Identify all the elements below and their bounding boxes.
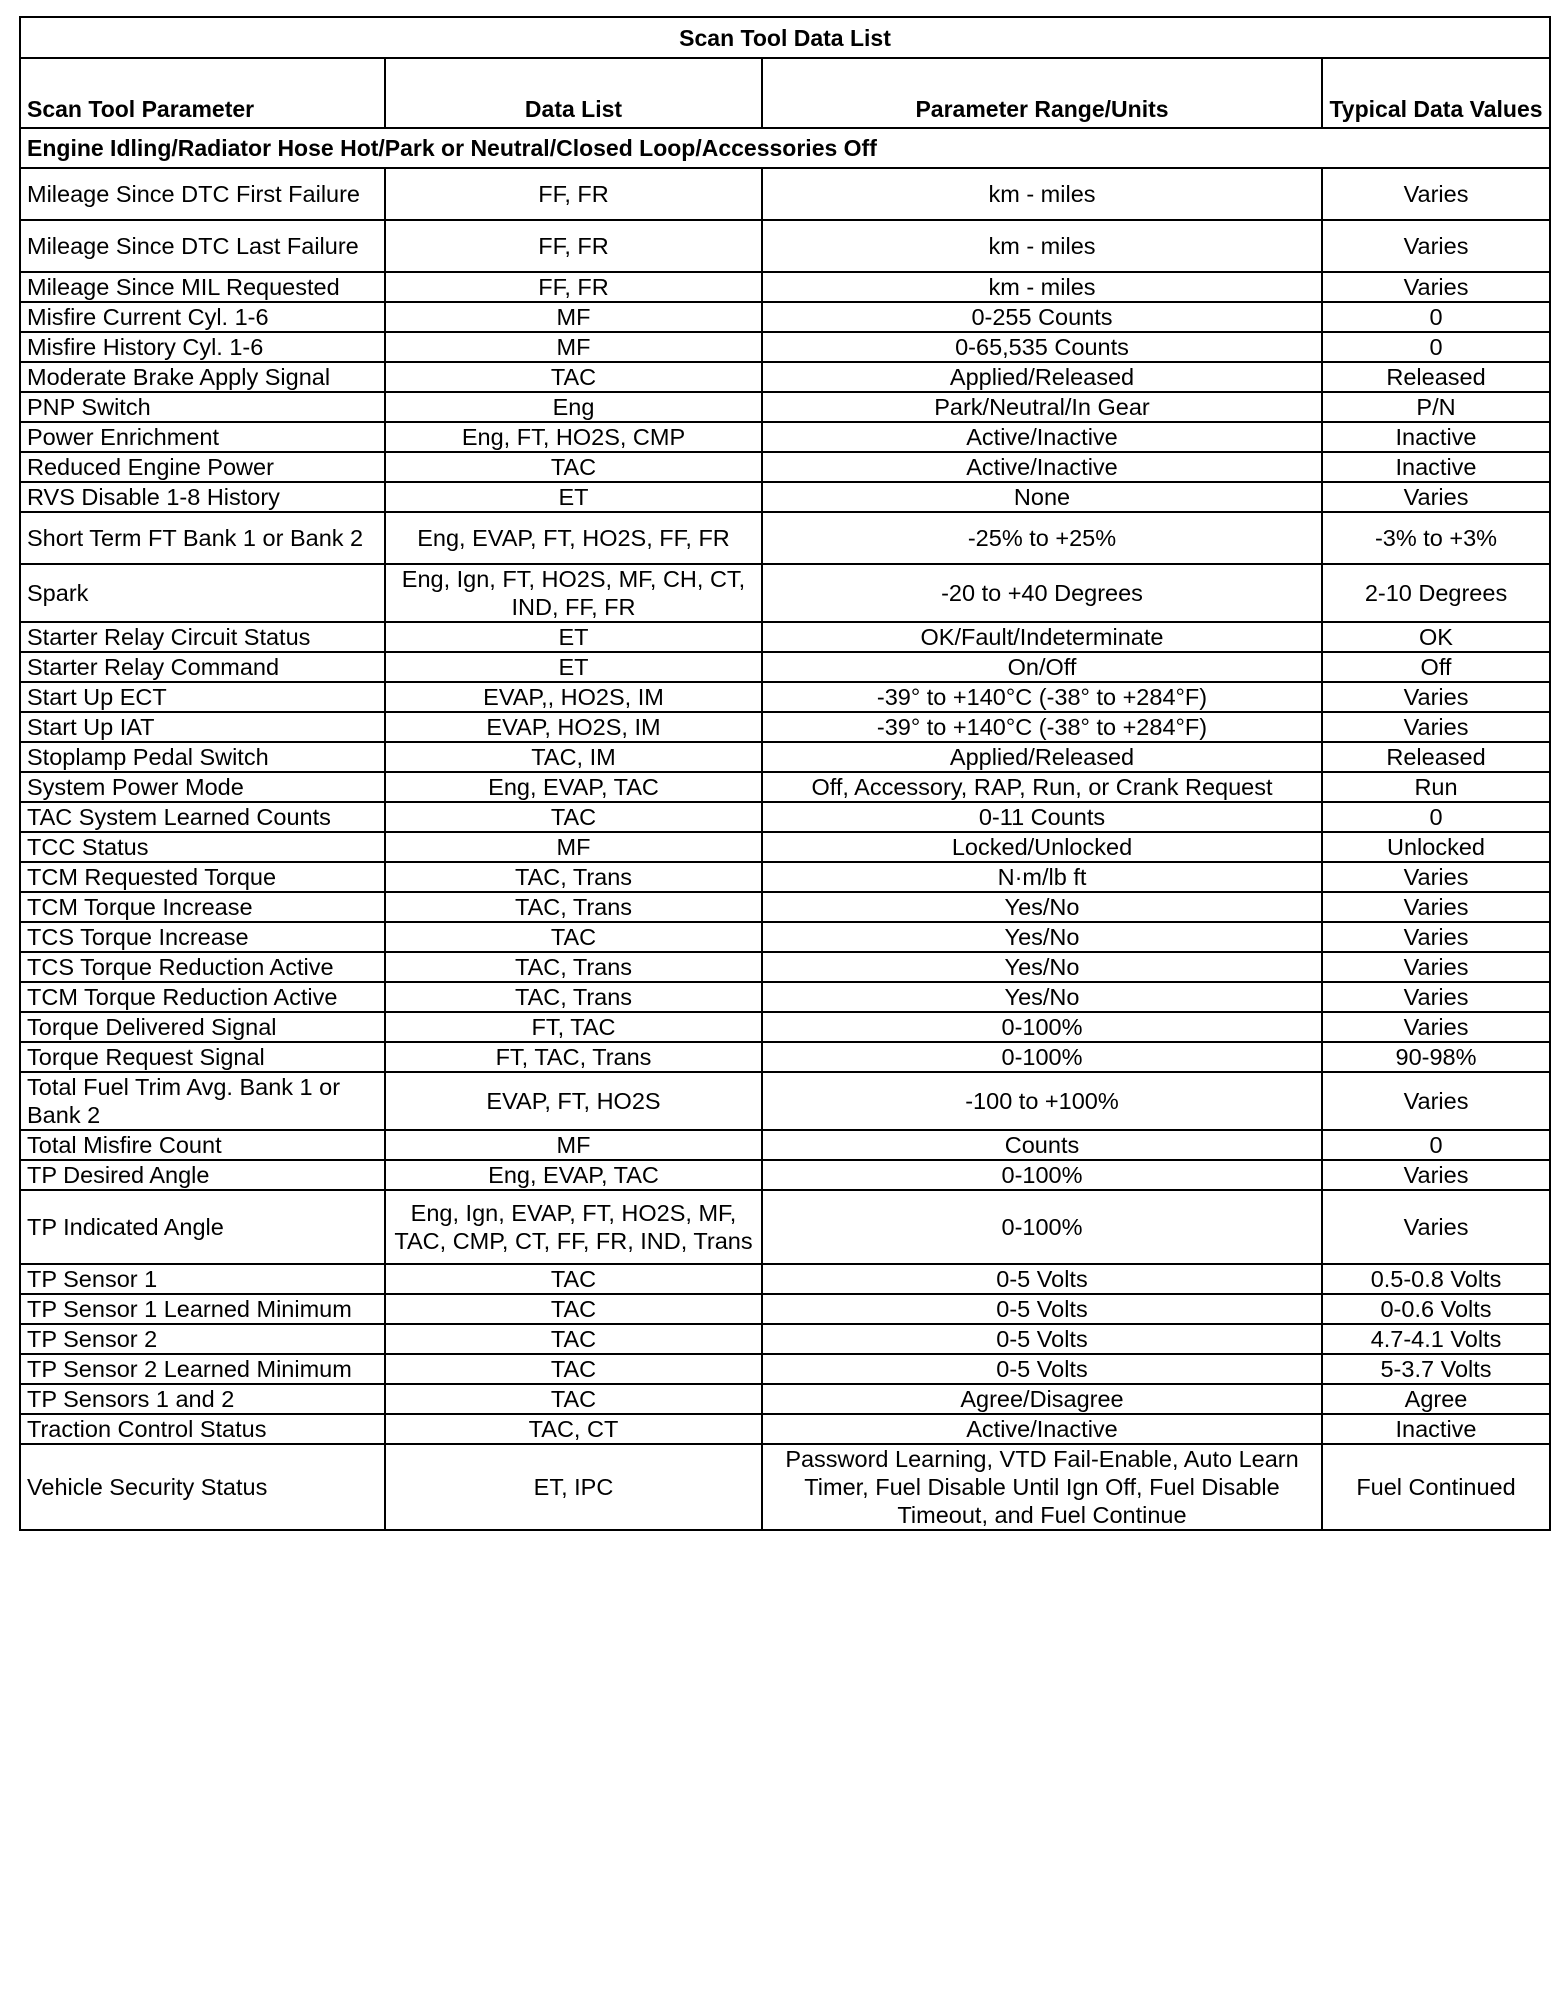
table-row [20, 332, 1550, 362]
cell-parameter: Power Enrichment [20, 422, 385, 452]
cell-data-list: TAC [385, 1324, 762, 1354]
cell-range-units: 0-100% [762, 1160, 1322, 1190]
cell-data-list: TAC, CT [385, 1414, 762, 1444]
cell-typical-value: Fuel Continued [1322, 1444, 1550, 1530]
cell-typical-value: Run [1322, 772, 1550, 802]
cell-data-list: TAC, Trans [385, 952, 762, 982]
cell-range-units: OK/Fault/Indeterminate [762, 622, 1322, 652]
cell-data-list: TAC [385, 1264, 762, 1294]
cell-parameter: Torque Request Signal [20, 1042, 385, 1072]
cell-data-list: Eng, EVAP, TAC [385, 772, 762, 802]
cell-parameter: Misfire History Cyl. 1-6 [20, 332, 385, 362]
cell-range-units: 0-100% [762, 1190, 1322, 1264]
cell-range-units: Yes/No [762, 922, 1322, 952]
cell-parameter: Reduced Engine Power [20, 452, 385, 482]
cell-typical-value: Varies [1322, 482, 1550, 512]
cell-data-list: Eng, EVAP, FT, HO2S, FF, FR [385, 512, 762, 564]
cell-parameter: Total Misfire Count [20, 1130, 385, 1160]
cell-range-units: Counts [762, 1130, 1322, 1160]
table-row [20, 1160, 1550, 1190]
cell-parameter: TP Sensor 2 [20, 1324, 385, 1354]
cell-data-list: TAC [385, 1384, 762, 1414]
cell-range-units: 0-65,535 Counts [762, 332, 1322, 362]
cell-data-list: Eng [385, 392, 762, 422]
cell-parameter: Traction Control Status [20, 1414, 385, 1444]
cell-typical-value: Varies [1322, 862, 1550, 892]
cell-typical-value: Off [1322, 652, 1550, 682]
cell-parameter: Starter Relay Circuit Status [20, 622, 385, 652]
cell-data-list: Eng, FT, HO2S, CMP [385, 422, 762, 452]
table-row [20, 952, 1550, 982]
table-row [20, 512, 1550, 564]
cell-range-units: None [762, 482, 1322, 512]
cell-parameter: TCC Status [20, 832, 385, 862]
cell-typical-value: Varies [1322, 712, 1550, 742]
cell-typical-value: Varies [1322, 272, 1550, 302]
cell-parameter: Mileage Since MIL Requested [20, 272, 385, 302]
cell-parameter: Start Up ECT [20, 682, 385, 712]
table-row [20, 220, 1550, 272]
cell-range-units: N·m/lb ft [762, 862, 1322, 892]
table-row [20, 272, 1550, 302]
table-row [20, 622, 1550, 652]
cell-data-list: TAC [385, 802, 762, 832]
cell-parameter: TP Sensors 1 and 2 [20, 1384, 385, 1414]
cell-range-units: Yes/No [762, 952, 1322, 982]
table-row [20, 862, 1550, 892]
cell-parameter: TCS Torque Increase [20, 922, 385, 952]
scan-tool-data-table [19, 16, 1551, 1531]
cell-parameter: TP Sensor 2 Learned Minimum [20, 1354, 385, 1384]
table-row [20, 742, 1550, 772]
cell-data-list: Eng, Ign, EVAP, FT, HO2S, MF, TAC, CMP, CT, FF, FR, IND, Trans [385, 1190, 762, 1264]
table-row [20, 1072, 1550, 1130]
table-row [20, 1190, 1550, 1264]
header-scan-tool-parameter: Scan Tool Parameter [20, 58, 385, 128]
cell-parameter: PNP Switch [20, 392, 385, 422]
cell-data-list: MF [385, 832, 762, 862]
cell-typical-value: Varies [1322, 922, 1550, 952]
cell-range-units: 0-100% [762, 1012, 1322, 1042]
table-row [20, 772, 1550, 802]
table-row [20, 1414, 1550, 1444]
cell-typical-value: 90-98% [1322, 1042, 1550, 1072]
header-parameter-range-units: Parameter Range/Units [762, 58, 1322, 128]
table-row [20, 564, 1550, 622]
cell-range-units: Applied/Released [762, 742, 1322, 772]
cell-parameter: Short Term FT Bank 1 or Bank 2 [20, 512, 385, 564]
cell-typical-value: Agree [1322, 1384, 1550, 1414]
table-row [20, 482, 1550, 512]
table-title-row [20, 17, 1550, 58]
cell-data-list: Eng, Ign, FT, HO2S, MF, CH, CT, IND, FF, FR [385, 564, 762, 622]
cell-parameter: Torque Delivered Signal [20, 1012, 385, 1042]
cell-parameter: TAC System Learned Counts [20, 802, 385, 832]
cell-data-list: TAC, Trans [385, 892, 762, 922]
table-row [20, 1354, 1550, 1384]
cell-range-units: -20 to +40 Degrees [762, 564, 1322, 622]
cell-typical-value: P/N [1322, 392, 1550, 422]
cell-parameter: Vehicle Security Status [20, 1444, 385, 1530]
table-row [20, 1130, 1550, 1160]
cell-data-list: MF [385, 302, 762, 332]
cell-typical-value: 0.5-0.8 Volts [1322, 1264, 1550, 1294]
cell-range-units: Active/Inactive [762, 452, 1322, 482]
cell-range-units: -39° to +140°C (-38° to +284°F) [762, 712, 1322, 742]
cell-typical-value: Varies [1322, 1072, 1550, 1130]
cell-parameter: Spark [20, 564, 385, 622]
cell-range-units: 0-5 Volts [762, 1324, 1322, 1354]
cell-typical-value: Varies [1322, 1012, 1550, 1042]
cell-typical-value: Inactive [1322, 422, 1550, 452]
cell-data-list: TAC, IM [385, 742, 762, 772]
header-data-list: Data List [385, 58, 762, 128]
table-row [20, 362, 1550, 392]
cell-typical-value: Varies [1322, 952, 1550, 982]
cell-typical-value: 4.7-4.1 Volts [1322, 1324, 1550, 1354]
cell-typical-value: 0 [1322, 302, 1550, 332]
cell-range-units: On/Off [762, 652, 1322, 682]
cell-range-units: km - miles [762, 272, 1322, 302]
cell-parameter: TP Sensor 1 Learned Minimum [20, 1294, 385, 1324]
cell-data-list: FT, TAC, Trans [385, 1042, 762, 1072]
cell-parameter: Start Up IAT [20, 712, 385, 742]
header-typical-data-values: Typical Data Values [1322, 58, 1550, 128]
cell-range-units: Yes/No [762, 892, 1322, 922]
cell-data-list: TAC [385, 1294, 762, 1324]
cell-data-list: EVAP, HO2S, IM [385, 712, 762, 742]
table-row [20, 712, 1550, 742]
cell-data-list: TAC [385, 1354, 762, 1384]
cell-typical-value: 0-0.6 Volts [1322, 1294, 1550, 1324]
cell-typical-value: 2-10 Degrees [1322, 564, 1550, 622]
cell-typical-value: Varies [1322, 892, 1550, 922]
cell-parameter: TP Indicated Angle [20, 1190, 385, 1264]
cell-data-list: FT, TAC [385, 1012, 762, 1042]
cell-typical-value: 0 [1322, 332, 1550, 362]
cell-range-units: 0-5 Volts [762, 1264, 1322, 1294]
cell-data-list: MF [385, 332, 762, 362]
table-row [20, 168, 1550, 220]
cell-range-units: Locked/Unlocked [762, 832, 1322, 862]
cell-data-list: ET [385, 652, 762, 682]
table-row [20, 1444, 1550, 1530]
table-row [20, 922, 1550, 952]
table-row [20, 652, 1550, 682]
cell-data-list: Eng, EVAP, TAC [385, 1160, 762, 1190]
table-row [20, 1384, 1550, 1414]
cell-typical-value: Varies [1322, 682, 1550, 712]
cell-data-list: TAC, Trans [385, 982, 762, 1012]
cell-typical-value: Inactive [1322, 1414, 1550, 1444]
cell-range-units: -25% to +25% [762, 512, 1322, 564]
cell-parameter: Stoplamp Pedal Switch [20, 742, 385, 772]
cell-typical-value: Varies [1322, 982, 1550, 1012]
cell-parameter: TCM Torque Reduction Active [20, 982, 385, 1012]
table-row [20, 422, 1550, 452]
cell-data-list: TAC [385, 452, 762, 482]
cell-parameter: TCM Requested Torque [20, 862, 385, 892]
table-row [20, 1012, 1550, 1042]
cell-data-list: ET, IPC [385, 1444, 762, 1530]
cell-range-units: Applied/Released [762, 362, 1322, 392]
table-row [20, 1324, 1550, 1354]
cell-parameter: Moderate Brake Apply Signal [20, 362, 385, 392]
cell-range-units: Password Learning, VTD Fail-Enable, Auto Learn Timer, Fuel Disable Until Ign Off, Fuel Disable Timeout, and Fuel Continue [762, 1444, 1322, 1530]
cell-parameter: Total Fuel Trim Avg. Bank 1 or Bank 2 [20, 1072, 385, 1130]
cell-typical-value: Inactive [1322, 452, 1550, 482]
cell-data-list: EVAP, FT, HO2S [385, 1072, 762, 1130]
table-row [20, 452, 1550, 482]
table-row [20, 982, 1550, 1012]
table-row [20, 1264, 1550, 1294]
table-body [20, 128, 1550, 1530]
cell-range-units: km - miles [762, 220, 1322, 272]
cell-data-list: MF [385, 1130, 762, 1160]
cell-parameter: Mileage Since DTC Last Failure [20, 220, 385, 272]
cell-range-units: Off, Accessory, RAP, Run, or Crank Request [762, 772, 1322, 802]
cell-range-units: -39° to +140°C (-38° to +284°F) [762, 682, 1322, 712]
cell-parameter: TP Sensor 1 [20, 1264, 385, 1294]
cell-typical-value: 5-3.7 Volts [1322, 1354, 1550, 1384]
cell-range-units: 0-11 Counts [762, 802, 1322, 832]
cell-typical-value: Varies [1322, 1190, 1550, 1264]
cell-range-units: 0-255 Counts [762, 302, 1322, 332]
cell-range-units: Active/Inactive [762, 422, 1322, 452]
cell-data-list: FF, FR [385, 272, 762, 302]
cell-range-units: Park/Neutral/In Gear [762, 392, 1322, 422]
table-row [20, 832, 1550, 862]
cell-typical-value: -3% to +3% [1322, 512, 1550, 564]
table-row [20, 892, 1550, 922]
cell-data-list: TAC [385, 922, 762, 952]
cell-parameter: RVS Disable 1-8 History [20, 482, 385, 512]
cell-range-units: Active/Inactive [762, 1414, 1322, 1444]
section-row [20, 128, 1550, 168]
cell-data-list: TAC [385, 362, 762, 392]
cell-data-list: FF, FR [385, 220, 762, 272]
cell-typical-value: 0 [1322, 1130, 1550, 1160]
cell-typical-value: OK [1322, 622, 1550, 652]
cell-range-units: Agree/Disagree [762, 1384, 1322, 1414]
cell-range-units: 0-5 Volts [762, 1294, 1322, 1324]
cell-range-units: Yes/No [762, 982, 1322, 1012]
table-row [20, 1294, 1550, 1324]
cell-parameter: Starter Relay Command [20, 652, 385, 682]
table-row [20, 392, 1550, 422]
cell-parameter: Misfire Current Cyl. 1-6 [20, 302, 385, 332]
cell-range-units: km - miles [762, 168, 1322, 220]
cell-data-list: TAC, Trans [385, 862, 762, 892]
table-row [20, 682, 1550, 712]
cell-parameter: Mileage Since DTC First Failure [20, 168, 385, 220]
table-row [20, 802, 1550, 832]
cell-parameter: TP Desired Angle [20, 1160, 385, 1190]
table-row [20, 1042, 1550, 1072]
cell-parameter: TCM Torque Increase [20, 892, 385, 922]
cell-data-list: EVAP,, HO2S, IM [385, 682, 762, 712]
cell-range-units: 0-100% [762, 1042, 1322, 1072]
table-row [20, 302, 1550, 332]
cell-parameter: TCS Torque Reduction Active [20, 952, 385, 982]
cell-data-list: ET [385, 482, 762, 512]
cell-typical-value: Released [1322, 742, 1550, 772]
cell-typical-value: Released [1322, 362, 1550, 392]
cell-range-units: 0-5 Volts [762, 1354, 1322, 1384]
cell-range-units: -100 to +100% [762, 1072, 1322, 1130]
cell-data-list: ET [385, 622, 762, 652]
cell-typical-value: Varies [1322, 220, 1550, 272]
cell-typical-value: Varies [1322, 1160, 1550, 1190]
column-header-row [20, 58, 1550, 128]
cell-typical-value: Varies [1322, 168, 1550, 220]
cell-typical-value: Unlocked [1322, 832, 1550, 862]
table-title: Scan Tool Data List [20, 17, 1550, 58]
cell-data-list: FF, FR [385, 168, 762, 220]
cell-typical-value: 0 [1322, 802, 1550, 832]
cell-parameter: System Power Mode [20, 772, 385, 802]
section-title: Engine Idling/Radiator Hose Hot/Park or Neutral/Closed Loop/Accessories Off [20, 128, 1550, 168]
